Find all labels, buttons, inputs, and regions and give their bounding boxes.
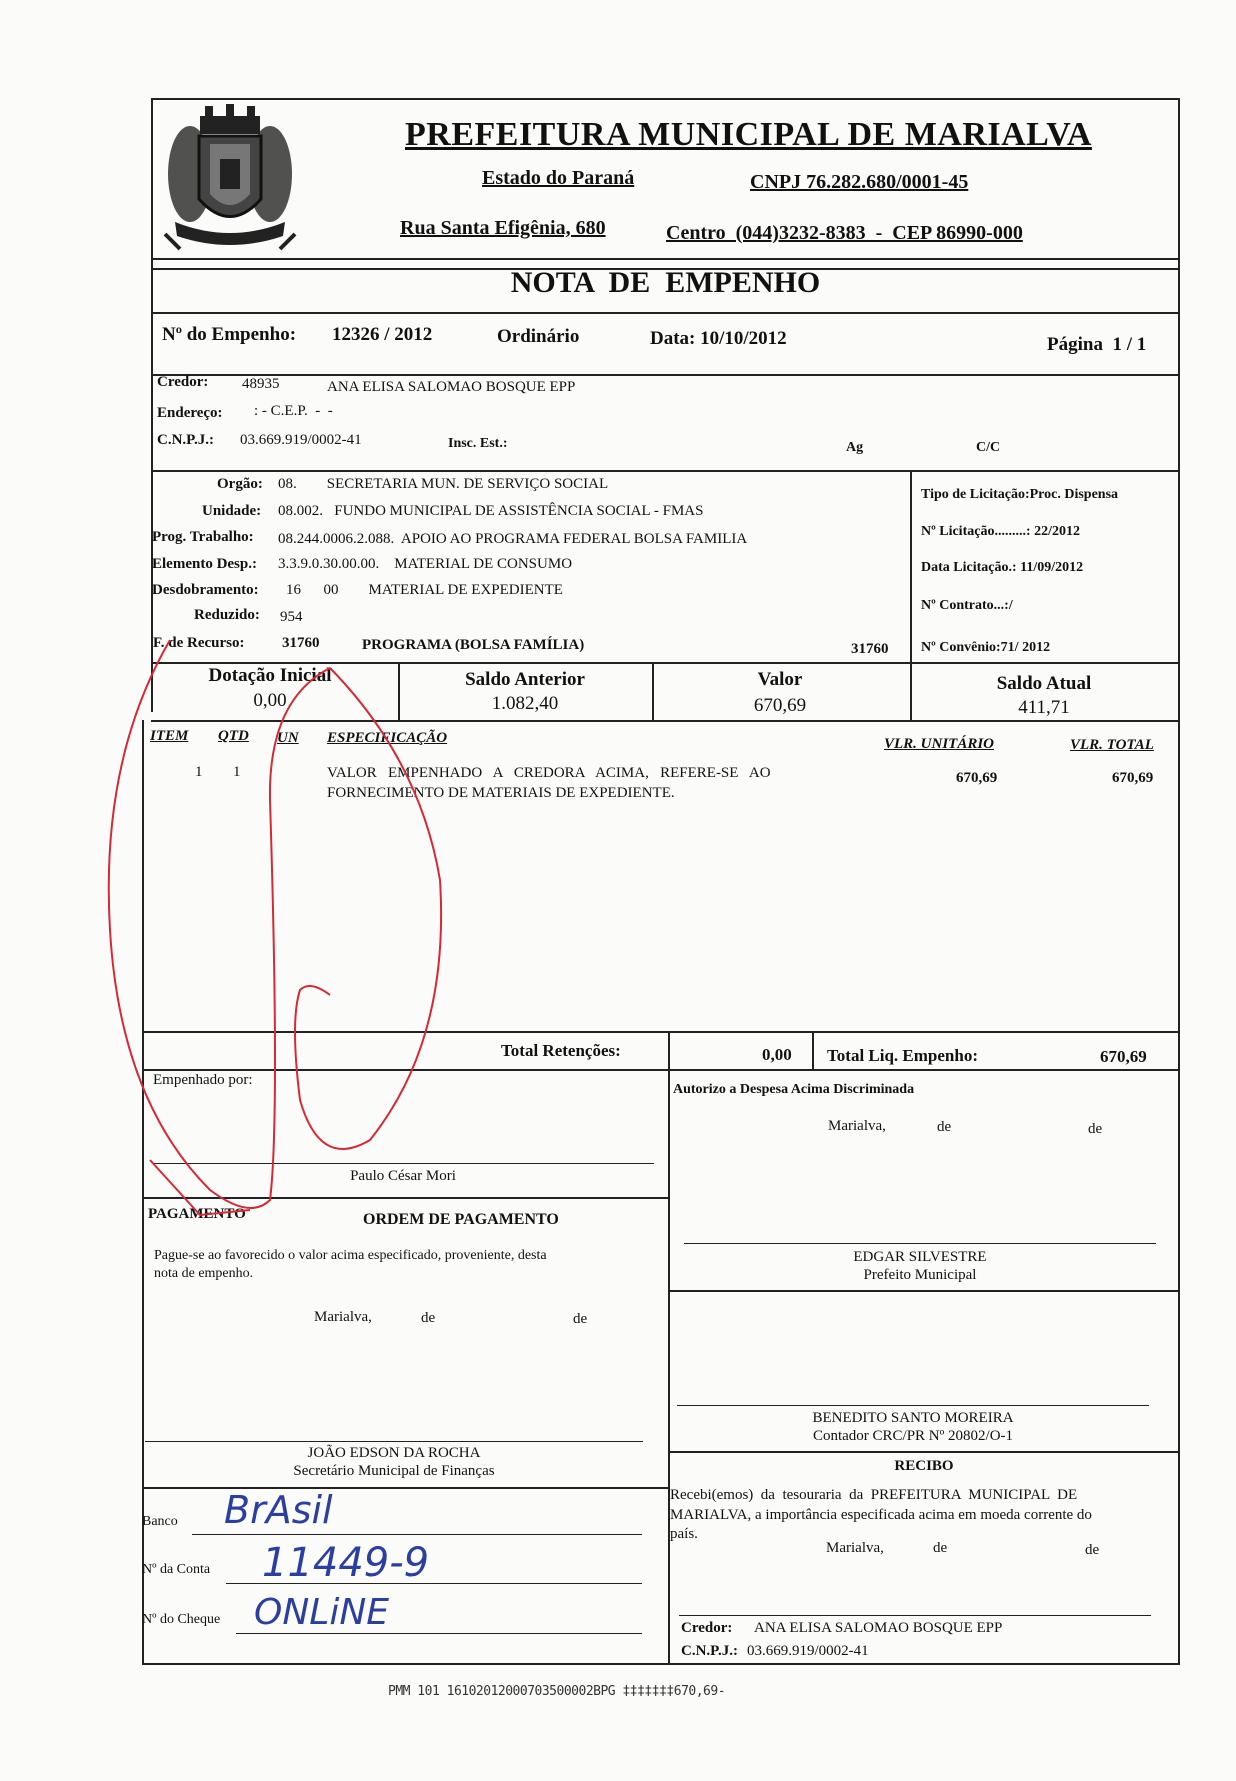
empenho-date: Data: 10/10/2012 [650, 328, 787, 349]
prog-label: Prog. Trabalho: [152, 529, 254, 545]
pagamento-text-2: nota de empenho. [154, 1266, 254, 1281]
cheque-label: Nº do Cheque [142, 1612, 221, 1627]
recibo-cnpj-label: C.N.P.J.: [681, 1643, 738, 1659]
orgao-label: Orgão: [217, 476, 263, 492]
banco-label: Banco [142, 1514, 178, 1529]
header-cnpj: CNPJ 76.282.680/0001-45 [750, 171, 969, 193]
col-un: UN [277, 730, 299, 746]
recibo-de-2: de [1085, 1542, 1100, 1558]
empenho-label: Nº do Empenho: [162, 324, 297, 345]
saldo-atual-label: Saldo Atual [996, 673, 1092, 694]
desdobramento-label: Desdobramento: [152, 582, 259, 598]
recurso-name: PROGRAMA (BOLSA FAMÍLIA) [362, 637, 585, 653]
recibo-title: RECIBO [894, 1458, 954, 1474]
desdobramento-value: 16 00 MATERIAL DE EXPEDIENTE [286, 582, 563, 598]
item-description-line1: VALOR EMPENHADO A CREDORA ACIMA, REFERE-SE AO [327, 765, 771, 781]
credor-name: ANA ELISA SALOMAO BOSQUE EPP [327, 379, 576, 395]
doc-title: NOTA DE EMPENHO [510, 266, 821, 299]
numero-licitacao: Nº Licitação.........: 22/2012 [921, 524, 1080, 539]
credor-label: Credor: [157, 374, 209, 390]
address-value: : - C.E.P. - - [254, 403, 333, 419]
item-description-line2: FORNECIMENTO DE MATERIAIS DE EXPEDIENTE. [327, 785, 675, 801]
header-title: PREFEITURA MUNICIPAL DE MARIALVA [405, 116, 1092, 153]
unidade-value: 08.002. FUNDO MUNICIPAL DE ASSISTÊNCIA SOCIAL - FMAS [278, 503, 704, 519]
header-contact: Centro (044)3232-8383 - CEP 86990-000 [666, 222, 1023, 244]
ag-label: Ag [846, 440, 864, 455]
page-number: Página 1 / 1 [1047, 334, 1147, 355]
contador-signer: BENEDITO SANTO MOREIRA [812, 1410, 1014, 1426]
valor-value: 670,69 [753, 695, 807, 716]
saldo-anterior-label: Saldo Anterior [465, 669, 585, 690]
recurso-code: 31760 [282, 635, 320, 651]
address-label: Endereço: [157, 405, 223, 421]
ordem-pagamento-title: ORDEM DE PAGAMENTO [363, 1211, 559, 1228]
tipo-licitacao: Tipo de Licitação:Proc. Dispensa [921, 487, 1119, 502]
retencoes-value: 0,00 [762, 1045, 792, 1064]
footer-code: PMM 101 16102012000703500002BPG ‡‡‡‡‡‡‡670,69- [388, 1684, 726, 1699]
pagamento-de-2: de [573, 1311, 588, 1327]
prog-value: 08.244.0006.2.088. APOIO AO PROGRAMA FEDERAL BOLSA FAMILIA [278, 531, 748, 547]
pagamento-text-1: Pague-se ao favorecido o valor acima especificado, proveniente, desta [154, 1248, 547, 1263]
numero-contrato: Nº Contrato...:/ [921, 598, 1013, 613]
item-number: 1 [195, 764, 203, 780]
header-address: Rua Santa Efigênia, 680 [400, 217, 606, 239]
banco-handwritten: BrAsil [224, 1488, 333, 1532]
liq-empenho-value: 670,69 [1100, 1047, 1147, 1066]
col-vlr-total: VLR. TOTAL [1070, 737, 1154, 753]
recibo-credor-label: Credor: [681, 1620, 733, 1636]
pagamento-de-1: de [421, 1310, 436, 1326]
conta-handwritten: 11449-9 [262, 1540, 430, 1586]
autorizo-title: Autorizo a Despesa Acima Discriminada [673, 1082, 915, 1097]
col-item: ITEM [150, 728, 189, 744]
item-total-value: 670,69 [1112, 770, 1154, 786]
col-vlr-unitario: VLR. UNITÁRIO [884, 736, 995, 752]
elemento-value: 3.3.9.0.30.00.00. MATERIAL DE CONSUMO [278, 556, 573, 572]
orgao-value: 08. SECRETARIA MUN. DE SERVIÇO SOCIAL [278, 476, 609, 492]
recurso-label: F. de Recurso: [153, 635, 245, 651]
contador-role: Contador CRC/PR Nº 20802/O-1 [812, 1428, 1014, 1444]
recibo-text-2: MARIALVA, a importância especificada acima em moeda corrente do [670, 1507, 1092, 1523]
empenhado-signer: Paulo César Mori [350, 1168, 456, 1184]
retencoes-label: Total Retenções: [501, 1041, 621, 1060]
header-state: Estado do Paraná [482, 167, 635, 189]
pagamento-role: Secretário Municipal de Finanças [293, 1463, 495, 1479]
item-unit-value: 670,69 [956, 770, 998, 786]
pagamento-place: Marialva, [314, 1309, 372, 1325]
data-licitacao: Data Licitação.: 11/09/2012 [921, 560, 1084, 575]
saldo-atual-value: 411,71 [1018, 697, 1070, 718]
conta-label: Nº da Conta [142, 1562, 211, 1577]
autorizo-de-1: de [937, 1119, 952, 1135]
recibo-credor-value: ANA ELISA SALOMAO BOSQUE EPP [754, 1620, 1003, 1636]
dotacao-value: 0,00 [253, 690, 287, 711]
autorizo-place: Marialva, [828, 1118, 886, 1134]
cnpj-value: 03.669.919/0002-41 [240, 432, 362, 448]
autorizo-signer: EDGAR SILVESTRE [853, 1249, 987, 1265]
col-qtd: QTD [218, 728, 249, 744]
item-qtd: 1 [233, 764, 241, 780]
reduzido-value: 954 [280, 609, 303, 625]
elemento-label: Elemento Desp.: [152, 556, 257, 572]
autorizo-de-2: de [1088, 1121, 1103, 1137]
recurso-code-2: 31760 [851, 641, 889, 657]
col-especificacao: ESPECIFICAÇÃO [327, 730, 448, 746]
liq-empenho-label: Total Liq. Empenho: [827, 1046, 978, 1065]
cheque-handwritten: ONLiNE [254, 1592, 389, 1633]
empenho-number: 12326 / 2012 [332, 324, 433, 345]
pagamento-signer: JOÃO EDSON DA ROCHA [307, 1445, 481, 1461]
cnpj-label: C.N.P.J.: [157, 432, 214, 448]
empenho-type: Ordinário [497, 326, 580, 347]
valor-label: Valor [757, 669, 803, 690]
dotacao-label: Dotação Inicial [208, 665, 332, 686]
recibo-text-3: país. [670, 1526, 698, 1542]
cc-label: C/C [976, 440, 1001, 455]
pagamento-label: PAGAMENTO [148, 1206, 246, 1222]
autorizo-role: Prefeito Municipal [863, 1267, 977, 1283]
credor-code: 48935 [242, 376, 280, 392]
recibo-cnpj-value: 03.669.919/0002-41 [747, 1643, 869, 1659]
reduzido-label: Reduzido: [194, 607, 260, 623]
recibo-place: Marialva, [826, 1540, 884, 1556]
unidade-label: Unidade: [202, 503, 262, 519]
empenhado-label: Empenhado por: [153, 1072, 253, 1088]
recibo-text-1: Recebi(emos) da tesouraria da PREFEITURA MUNICIPAL DE [670, 1487, 1078, 1503]
recibo-de-1: de [933, 1540, 948, 1556]
insc-label: Insc. Est.: [448, 436, 508, 451]
saldo-anterior-value: 1.082,40 [491, 693, 559, 714]
numero-convenio: Nº Convênio:71/ 2012 [921, 640, 1051, 655]
